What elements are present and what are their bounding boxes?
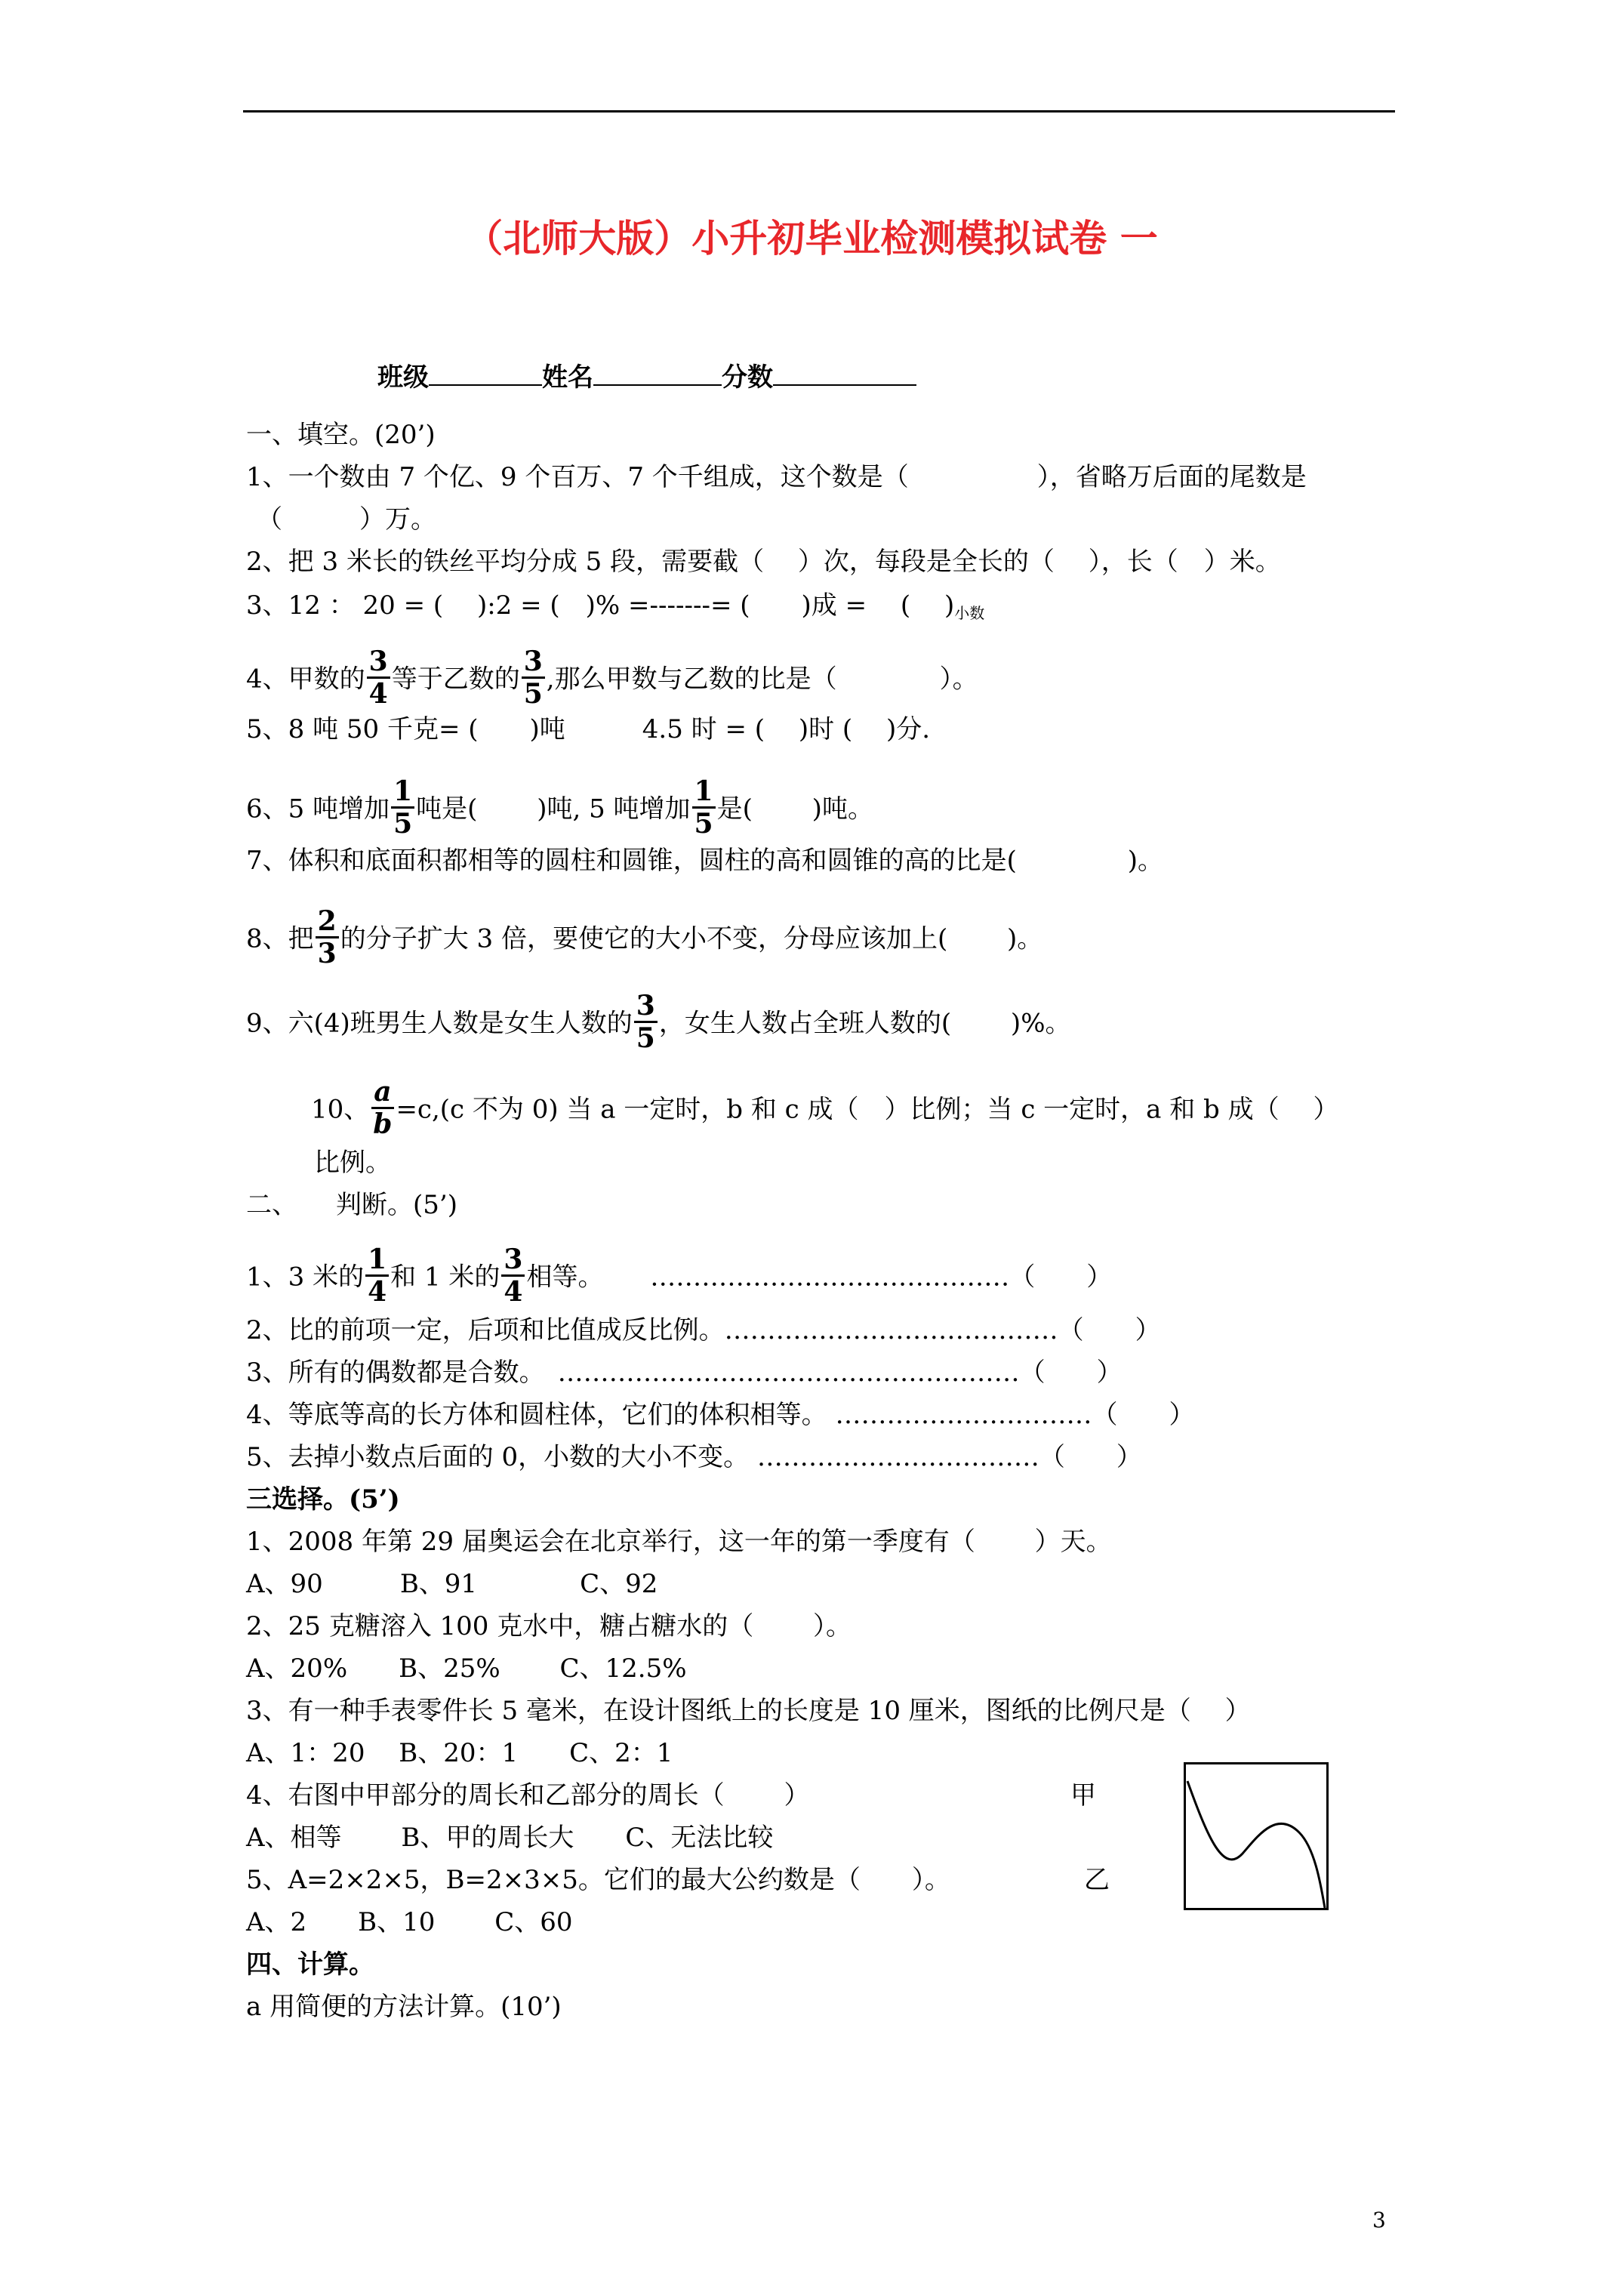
s2-q1 [246, 1244, 1113, 1310]
denominator: 5 [694, 808, 713, 840]
fraction [316, 906, 339, 969]
denominator: 4 [504, 1276, 523, 1308]
s4-sub-a: a 用简便的方法计算。(10’) [246, 1992, 562, 2022]
s1-q1-line2: （ ）万。 [257, 504, 436, 535]
s3-q1-options: A、90 B、91 C、92 [246, 1569, 658, 1599]
numerator: 1 [692, 776, 716, 809]
s1-q4 [246, 646, 978, 712]
fraction [391, 776, 414, 839]
name-blank[interactable] [593, 363, 722, 386]
s3-q1: 1、2008 年第 29 届奥运会在北京举行，这一年的第一季度有（ ）天。 [246, 1527, 1112, 1557]
denominator: 5 [636, 1022, 655, 1054]
s1-q1-line1: 1、一个数由 7 个亿、9 个百万、7 个千组成，这个数是（ ），省略万后面的尾数是 [246, 462, 1307, 492]
page-title: （北师大版）小升初毕业检测模拟试卷 一 [465, 216, 1158, 260]
section3-heading: 三选择。(5’) [246, 1484, 400, 1515]
s1-q6-post: 是( )吨。 [716, 794, 873, 824]
s1-q5: 5、8 吨 50 千克= ( )吨 4.5 时 = ( )时 ( )分. [246, 714, 931, 744]
s3-q4-options: A、相等 B、甲的周长大 C、无法比较 [246, 1823, 774, 1853]
numerator: 1 [391, 776, 414, 809]
s3-q2-options: A、20% B、25% C、12.5% [246, 1653, 687, 1684]
s1-q3 [246, 589, 984, 630]
fraction [501, 1244, 525, 1307]
denominator: 5 [393, 808, 413, 840]
section2-heading: 二、 判断。(5’) [246, 1190, 457, 1220]
s1-q10-post: =c,(c 不为 0) 当 a 一定时，b 和 c 成（ ）比例；当 c 一定时，a 和 b 成（ ） [396, 1094, 1339, 1125]
square-curve-figure [1184, 1762, 1329, 1910]
denominator: 5 [523, 678, 543, 710]
denominator: 4 [368, 1276, 387, 1308]
denominator: 4 [368, 678, 388, 710]
s2-q1-post: 相等。 ……………………………………（ ） [526, 1262, 1113, 1293]
fraction [692, 776, 716, 839]
s1-q6 [246, 775, 873, 842]
fraction [522, 646, 545, 709]
s1-q9 [246, 990, 1071, 1056]
class-label: 班级 [377, 362, 429, 393]
fraction [365, 1244, 389, 1307]
s1-q9-post: ，女生人数占全班人数的( )%。 [658, 1008, 1071, 1039]
s2-q4: 4、等底等高的长方体和圆柱体，它们的体积相等。 …………………………（ ） [246, 1400, 1195, 1430]
s1-q8 [246, 905, 1043, 972]
fraction [634, 991, 658, 1053]
score-blank[interactable] [773, 363, 916, 386]
s1-q9-pre: 9、六(4)班男生人数是女生人数的 [246, 1008, 633, 1039]
score-label: 分数 [722, 362, 773, 393]
s1-q6-pre: 6、5 吨增加 [246, 794, 390, 824]
s1-q8-pre: 8、把 [246, 923, 314, 954]
s3-q3-options: A、1：20 B、20：1 C、2：1 [246, 1738, 673, 1768]
s1-q4-mid: 等于乙数的 [391, 664, 520, 695]
s2-q3: 3、所有的偶数都是合数。 ………………………………………………（ ） [246, 1358, 1123, 1388]
denominator: b [373, 1108, 393, 1140]
numerator: 3 [522, 646, 545, 679]
numerator: 3 [634, 991, 658, 1023]
s2-q1-mid: 和 1 米的 [390, 1262, 500, 1293]
section1-heading: 一、填空。(20’) [246, 420, 436, 450]
s2-q2: 2、比的前项一定，后项和比值成反比例。…………………………………（ ） [246, 1315, 1161, 1345]
denominator: 3 [317, 938, 337, 969]
s2-q1-pre: 1、3 米的 [246, 1262, 365, 1293]
page-number: 3 [1372, 2208, 1386, 2233]
numerator: a [371, 1077, 393, 1109]
class-blank[interactable] [429, 363, 542, 386]
s1-q7: 7、体积和底面积都相等的圆柱和圆锥，圆柱的高和圆锥的高的比是( )。 [246, 846, 1163, 876]
s1-q6-mid: 吨是( )吨, 5 吨增加 [416, 794, 691, 824]
s3-q5: 5、A=2×2×5，B=2×3×5。它们的最大公约数是（ ）。 [246, 1865, 950, 1895]
s3-q2: 2、25 克糖溶入 100 克水中，糖占糖水的（ ）。 [246, 1611, 852, 1641]
numerator: 3 [367, 646, 390, 679]
figure-label-jia: 甲 [1070, 1780, 1096, 1811]
student-info-line [377, 361, 916, 394]
s1-q3-small: 小数 [954, 604, 985, 622]
fraction [367, 646, 390, 709]
fraction [371, 1077, 394, 1139]
s2-q5: 5、去掉小数点后面的 0，小数的大小不变。 ……………………………（ ） [246, 1442, 1142, 1472]
name-label: 姓名 [542, 362, 593, 393]
s1-q10 [311, 1076, 1339, 1142]
s1-q10-line2: 比例。 [314, 1148, 391, 1178]
s1-q4-post: ,那么甲数与乙数的比是（ ）。 [546, 664, 978, 695]
curve-graphic [1186, 1764, 1326, 1908]
section4-heading: 四、计算。 [246, 1949, 374, 1980]
numerator: 1 [365, 1244, 389, 1277]
s1-q3-text: 3、12 ： 20 = ( ):2 = ( )% =-------= ( )成 = ( ) [246, 590, 955, 621]
figure-label-yi: 乙 [1084, 1865, 1110, 1895]
s1-q10-pre: 10、 [311, 1094, 370, 1125]
top-rule [243, 110, 1395, 112]
numerator: 2 [316, 906, 339, 938]
s1-q8-post: 的分子扩大 3 倍，要使它的大小不变，分母应该加上( )。 [340, 923, 1043, 954]
s1-q2: 2、把 3 米长的铁丝平均分成 5 段，需要截（ ）次，每段是全长的（ ），长（ ）米。 [246, 547, 1281, 577]
s3-q3: 3、有一种手表零件长 5 毫米，在设计图纸上的长度是 10 厘米，图纸的比例尺是（ ） [246, 1696, 1251, 1726]
s3-q5-options: A、2 B、10 C、60 [246, 1907, 573, 1937]
s1-q4-pre: 4、甲数的 [246, 664, 365, 695]
numerator: 3 [501, 1244, 525, 1277]
s3-q4: 4、右图中甲部分的周长和乙部分的周长（ ） [246, 1780, 810, 1811]
